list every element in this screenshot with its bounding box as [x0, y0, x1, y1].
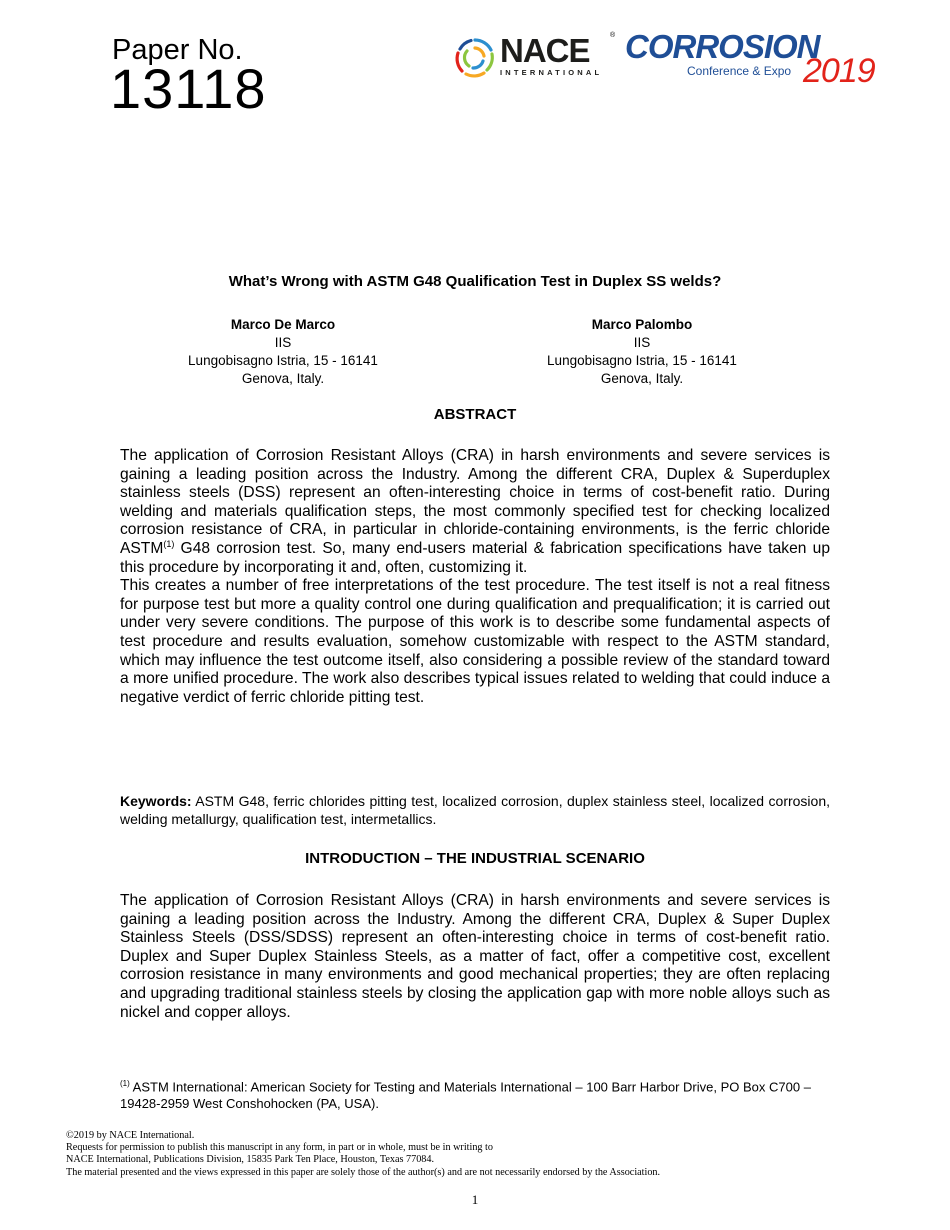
legal-line: ©2019 by NACE International. — [66, 1130, 195, 1141]
author-name: Marco De Marco — [230, 317, 336, 332]
introduction-body — [120, 892, 830, 1022]
nace-logo-sub: INTERNATIONAL — [500, 68, 603, 77]
copyright-notice — [66, 1130, 886, 1179]
author-org: IIS — [633, 335, 651, 350]
corrosion-logo — [625, 28, 885, 90]
author-block-1 — [143, 316, 423, 388]
author-org: IIS — [274, 335, 292, 350]
author-address: Lungobisagno Istria, 15 - 16141 — [547, 353, 737, 368]
nace-logo-registered: ® — [610, 32, 616, 39]
abstract-p1-text-cont: G48 corrosion test. So, many end-users material & fabrication specifications have taken up this procedure by incorporating it and, often, customizing it. — [120, 539, 830, 576]
author-city: Genova, Italy. — [241, 371, 325, 386]
paper-label: Paper No. — [112, 34, 243, 66]
corrosion-logo-year: 2019 — [803, 52, 875, 90]
nace-logo-word: NACE — [500, 32, 590, 69]
introduction-heading: INTRODUCTION – THE INDUSTRIAL SCENARIO — [305, 850, 645, 867]
keywords-text: ASTM G48, ferric chlorides pitting test, localized corrosion, duplex stainless steel, localized corrosion, welding metallurgy, qualification test, intermetallics. — [120, 793, 830, 827]
page-number: 1 — [471, 1192, 479, 1207]
abstract-paragraph-2: This creates a number of free interpretations of the test procedure. The test itself is not a real fitness for purpose test but more a quality control one during qualification and prequalification; it is carried out under very severe conditions. The purpose of this work is to describe some fundamental aspects of test procedure and results evaluation, somehow customizable with respect to the ASTM standard, which may influence the test outcome itself, also considering a possible review of the standard toward a more unified procedure. The work also describes typical issues related to welding that could induce a negative verdict of ferric chloride pitting test. — [120, 577, 830, 706]
keywords-label: Keywords: — [120, 793, 192, 809]
introduction-paragraph-1: The application of Corrosion Resistant Alloys (CRA) in harsh environments and severe services is gaining a leading position across the Industry. Among the different CRA, Duplex & Super Duplex Stainless Steels (DSS/SDSS) represent an often-interesting choice in terms of cost-benefit ratio. Duplex and Super Duplex Stainless Steels, as a matter of fact, offer a competitive cost, excellent corrosion resistance in many environments and good mechanical properties; they are often replacing and upgrading traditional stainless steels by closing the application gap with more noble alloys such as nickel and copper alloys. — [120, 892, 830, 1021]
corrosion-logo-sub: Conference & Expo — [687, 64, 792, 78]
author-name: Marco Palombo — [591, 317, 693, 332]
author-block-2 — [502, 316, 782, 388]
abstract-paragraph-1 — [120, 447, 830, 577]
footnote — [120, 1075, 830, 1112]
footnote-ref: (1) — [163, 538, 175, 549]
paper-number: 13118 — [110, 57, 267, 120]
abstract-body — [120, 447, 830, 707]
legal-line: The material presented and the views expressed in this paper are solely those of the author(s) and are not necessarily endorsed by the Association. — [66, 1166, 661, 1178]
legal-line: NACE International, Publications Division, 15835 Park Ten Place, Houston, Texas 77084. — [66, 1154, 435, 1166]
footnote-marker: (1) — [120, 1079, 130, 1088]
nace-logo — [453, 32, 615, 80]
author-address: Lungobisagno Istria, 15 - 16141 — [188, 353, 378, 368]
abstract-p1-text: The application of Corrosion Resistant Alloys (CRA) in harsh environments and severe services is gaining a leading position across the Industry. Among the different CRA, Duplex & Superduplex stainless steels (DSS) represent an often-interesting choice in terms of cost-benefit ratio. During welding and materials qualification steps, the most commonly specified test for checking localized corrosion resistance of CRA, in particular in chloride-containing environments, is the ferric chloride ASTM — [120, 447, 830, 557]
paper-title: What’s Wrong with ASTM G48 Qualification Test in Duplex SS welds? — [228, 273, 722, 290]
author-city: Genova, Italy. — [600, 371, 684, 386]
corrosion-logo-word: CORROSION — [625, 28, 820, 65]
legal-line: Requests for permission to publish this manuscript in any form, in part or in whole, must be in writing to — [66, 1142, 493, 1154]
keywords — [120, 792, 830, 828]
footnote-text: ASTM International: American Society for Testing and Materials International – 100 Barr Harbor Drive, PO Box C700 – 19428-2959 West Conshohocken (PA, USA). — [120, 1079, 811, 1112]
nace-globe-icon — [453, 36, 497, 80]
abstract-heading: ABSTRACT — [433, 406, 517, 423]
